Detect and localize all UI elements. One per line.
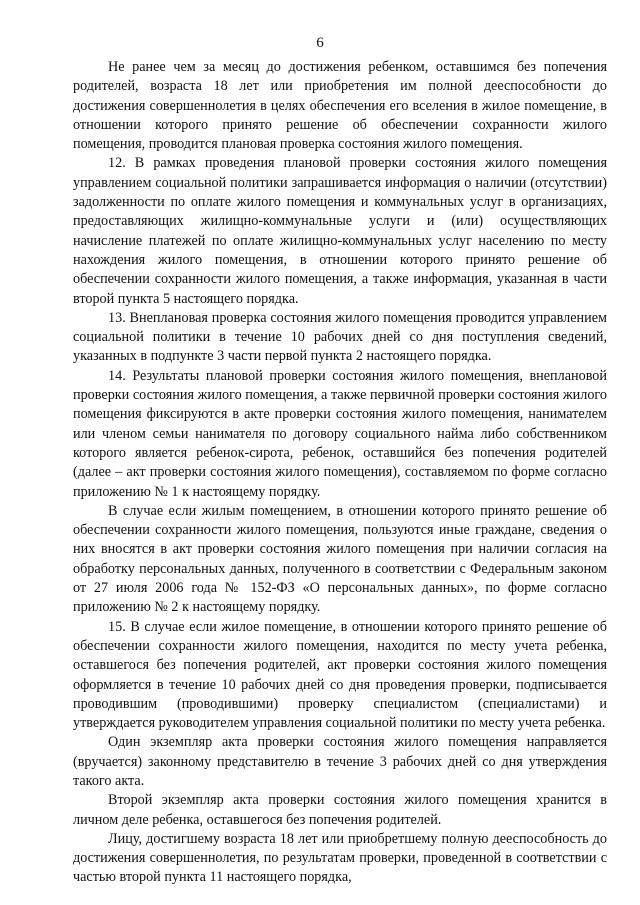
page-number: 6 [316, 35, 324, 51]
paragraph-second-copy: Второй экземпляр акта проверки состояния жилого помещения хранится в личном деле ребенка, оставшегося без попечения родителей. [73, 792, 607, 828]
paragraph-other-residents: В случае если жилым помещением, в отношении которого принято решение об обеспечении сохранности жилого помещения, пользуются иные граждане, сведения о них вносятся в акт проверки состояния жилого помещения при наличии согласия на обработку персональных данных, полученного в соответствии с Федеральным законом от 27 июля 2006 года № 152-ФЗ «О персональных данных», по форме согласно приложению № 2 к настоящему порядку. [73, 502, 607, 616]
paragraph-item-12: 12. В рамках проведения плановой проверки состояния жилого помещения управлением социальной политики запрашивается информация о наличии (отсутствии) задолженности по оплате жилого помещения и коммунальных услуг в организациях, предоставляющих жилищно-коммунальные услуги и (или) осуществляющих начисление платежей по оплате жилищно-коммунальных услуг населению по месту нахождения жилого помещения, в отношении которого принято решение об обеспечении сохранности жилого помещения, а также информация, указанная в части второй пункта 5 настоящего порядка. [73, 155, 607, 307]
paragraph-planned-check-timing: Не ранее чем за месяц до достижения ребенком, оставшимся без попечения родителей, возраста 18 лет или приобретения им полной дееспособности до достижения совершеннолетия в целях обеспечения его вселения в жилое помещение, в отношении которого принято решение об обеспечении сохранности жилого помещения, проводится плановая проверка состояния жилого помещения. [73, 59, 607, 153]
paragraph-item-15: 15. В случае если жилое помещение, в отношении которого принято решение об обеспечении сохранности жилого помещения, находится по месту учета ребенка, оставшегося без попечения родителей, акт проверки состояния жилого помещения оформляется в течение 10 рабочих дней со дня проведения проверки, подписывается проводившим (проводившими) проверку специалистом (специалистами) и утверждается руководителем управления социальной политики по месту учета ребенка. [73, 618, 607, 732]
document-body [73, 58, 607, 888]
paragraph-adult-person: Лицу, достигшему возраста 18 лет или приобретшему полную дееспособность до достижения совершеннолетия, по результатам проверки, проведенной в соответствии с частью второй пункта 11 настоящего порядка, [73, 830, 607, 886]
paragraph-item-14: 14. Результаты плановой проверки состояния жилого помещения, внеплановой проверки состояния жилого помещения, а также первичной проверки состояния жилого помещения фиксируются в акте проверки состояния жилого помещения, нанимателем или членом семьи нанимателя по договору социального найма либо собственником которого является ребенок-сирота, ребенок, оставшийся без попечения родителей (далее – акт проверки состояния жилого помещения), составляемом по форме согласно приложению № 1 к настоящему порядку. [73, 367, 607, 500]
paragraph-item-13: 13. Внеплановая проверка состояния жилого помещения проводится управлением социальной политики в течение 10 рабочих дней со дня поступления сведений, указанных в подпункте 3 части первой пункта 2 настоящего порядка. [73, 309, 607, 365]
paragraph-first-copy: Один экземпляр акта проверки состояния жилого помещения направляется (вручается) законному представителю в течение 3 рабочих дней со дня утверждения такого акта. [73, 734, 607, 789]
